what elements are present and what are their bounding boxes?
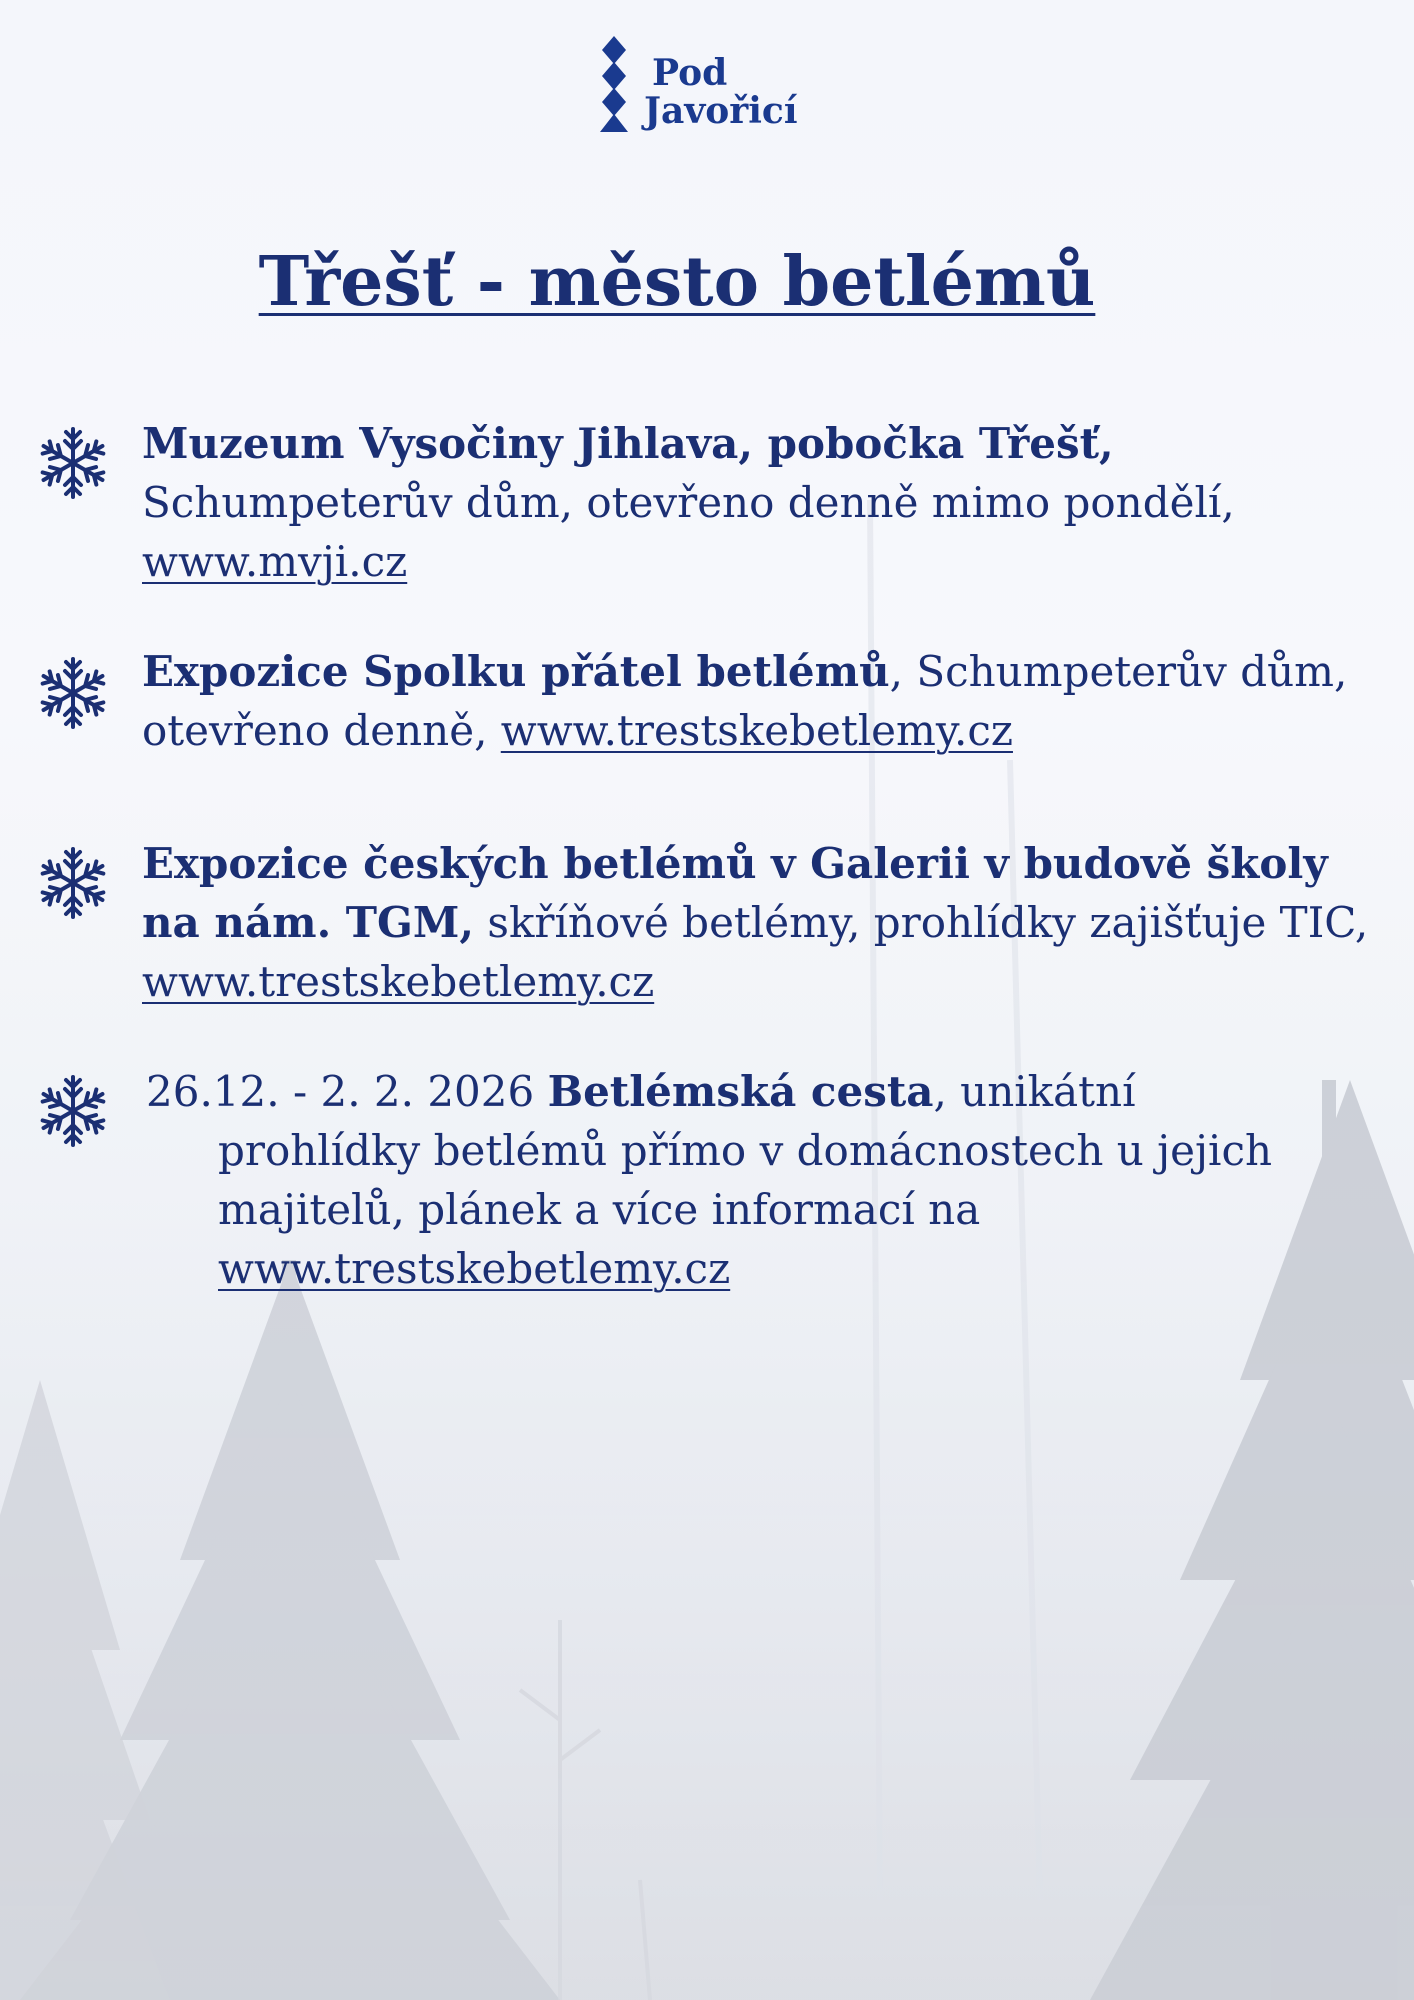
logo-line-1: Pod bbox=[652, 52, 728, 94]
list-item bbox=[146, 1062, 1376, 1298]
item-text: skříňové betlémy, prohlídky zajišťuje TIC, bbox=[474, 898, 1369, 947]
item-link[interactable]: www.trestskebetlemy.cz bbox=[142, 957, 655, 1006]
page-title: Třešť - město betlémů bbox=[258, 242, 1096, 322]
logo-diamonds-icon bbox=[598, 36, 630, 136]
item-heading: Expozice Spolku přátel betlémů bbox=[142, 647, 890, 696]
item-continuation bbox=[146, 1121, 1376, 1298]
item-heading: Muzeum Vysočiny Jihlava, pobočka Třešť, bbox=[142, 419, 1114, 468]
item-date: 26.12. - 2. 2. 2026 bbox=[146, 1067, 548, 1116]
item-heading: Betlémská cesta bbox=[547, 1067, 934, 1116]
item-text: , Schumpeterův dům, otevřeno denně, bbox=[142, 647, 1348, 755]
snowflake-icon bbox=[38, 426, 108, 500]
logo-line-2: Javořicí bbox=[644, 90, 798, 132]
item-text: Schumpeterův dům, otevřeno denně mimo pondělí, bbox=[142, 478, 1235, 527]
logo-wordmark bbox=[644, 54, 798, 130]
item-text: , unikátní bbox=[933, 1067, 1136, 1116]
snowflake-icon bbox=[38, 656, 108, 730]
list-item bbox=[142, 642, 1372, 760]
item-text-2: prohlídky betlémů přímo v domácnostech u jejich majitelů, plánek a více informací na bbox=[218, 1126, 1273, 1234]
item-link[interactable]: www.mvji.cz bbox=[142, 537, 408, 586]
item-link[interactable]: www.trestskebetlemy.cz bbox=[500, 706, 1013, 755]
item-heading: Expozice českých betlémů v Galerii v budově školy na nám. TGM, bbox=[142, 839, 1328, 947]
snowflake-icon bbox=[38, 1074, 108, 1148]
list-item bbox=[142, 834, 1372, 1011]
list-item bbox=[142, 414, 1372, 591]
item-link[interactable]: www.trestskebetlemy.cz bbox=[218, 1244, 731, 1293]
pod-javorici-logo bbox=[598, 36, 838, 146]
snowflake-icon bbox=[38, 846, 108, 920]
